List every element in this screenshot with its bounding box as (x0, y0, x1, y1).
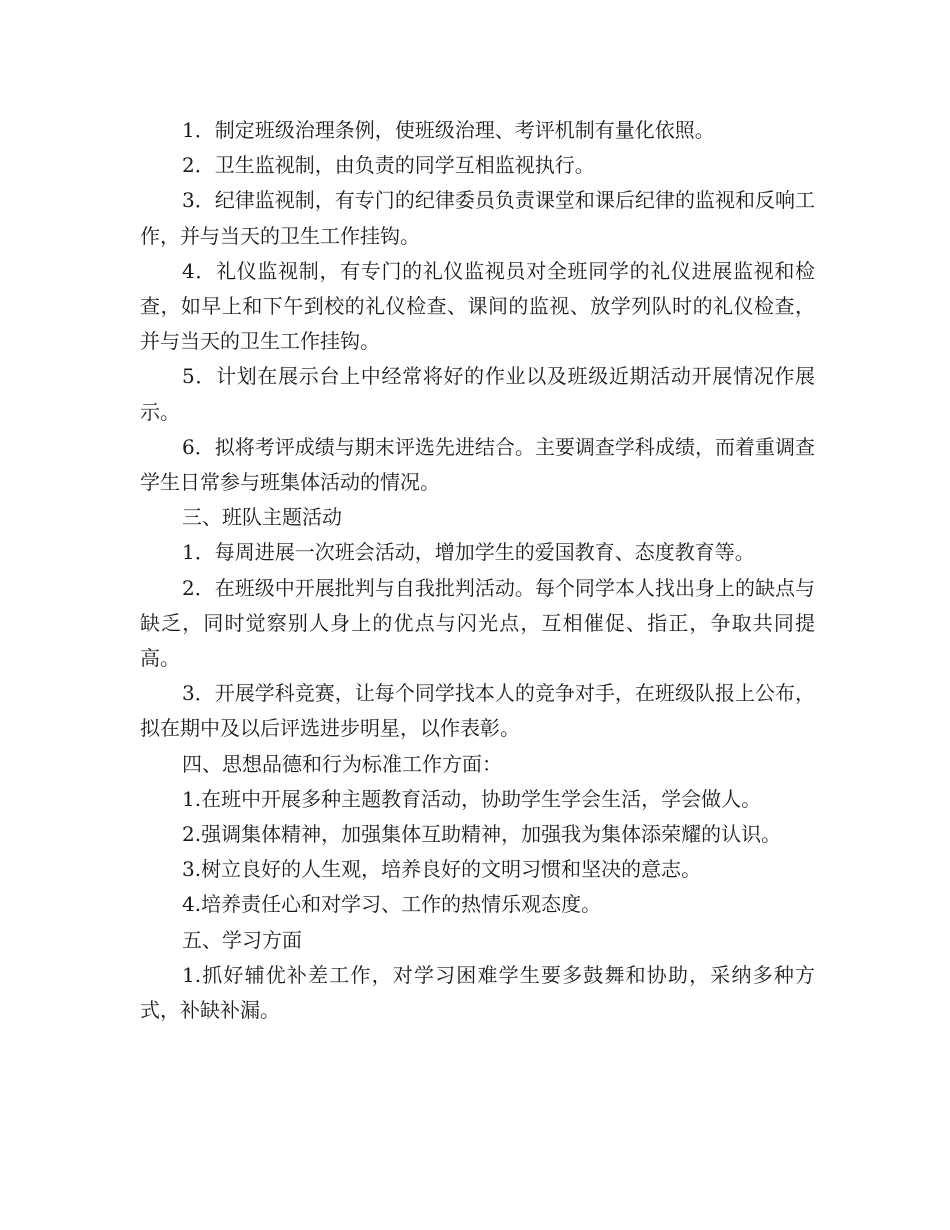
paragraph-item-14: 1.抓好辅优补差工作，对学习困难学生要多鼓舞和协助，采纳多种方式，补缺补漏。 (140, 962, 815, 1023)
paragraph-item-9: 3．开展学科竞赛，让每个同学找本人的竞争对手，在班级队报上公布，拟在期中及以后评选进步明星，以作表彰。 (140, 681, 815, 741)
paragraph-item-10: 1.在班中开展多种主题教育活动，协助学生学会生活，学会做人。 (182, 786, 762, 811)
paragraph-item-6: 6．拟将考评成绩与期末评选先进结合。主要调查学科成绩，而着重调查学生日常参与班集体活动的情况。 (140, 434, 815, 495)
paragraph-item-7: 1．每周进展一次班会活动，增加学生的爱国教育、态度教育等。 (182, 540, 755, 565)
document-page (140, 113, 815, 1028)
paragraph-item-4: 4．礼仪监视制，有专门的礼仪监视员对全班同学的礼仪进展监视和检查，如早上和下午到校的礼仪检查、课间的监视、放学列队时的礼仪检查，并与当天的卫生工作挂钩。 (140, 258, 815, 354)
paragraph-item-11: 2.强调集体精神，加强集体互助精神，加强我为集体添荣耀的认识。 (182, 822, 782, 847)
section-heading-moral-behavior: 四、思想品德和行为标准工作方面： (182, 751, 502, 776)
section-heading-class-activities: 三、班队主题活动 (182, 505, 342, 530)
paragraph-item-8: 2．在班级中开展批判与自我批判活动。每个同学本人找出身上的缺点与缺乏，同时觉察别人身上的优点与闪光点，互相催促、指正，争取共同提高。 (140, 575, 815, 671)
paragraph-item-13: 4.培养责任心和对学习、工作的热情乐观态度。 (182, 892, 602, 917)
paragraph-item-12: 3.树立良好的人生观，培养良好的文明习惯和坚决的意志。 (182, 857, 702, 882)
paragraph-item-1: 1．制定班级治理条例，使班级治理、考评机制有量化依照。 (182, 118, 715, 142)
section-heading-study: 五、学习方面 (182, 927, 302, 952)
paragraph-item-3: 3．纪律监视制，有专门的纪律委员负责课堂和课后纪律的监视和反响工作，并与当天的卫生工作挂钩。 (140, 188, 815, 248)
paragraph-item-2: 2．卫生监视制，由负责的同学互相监视执行。 (182, 153, 595, 178)
paragraph-item-5: 5．计划在展示台上中经常将好的作业以及班级近期活动开展情况作展示。 (140, 364, 815, 424)
